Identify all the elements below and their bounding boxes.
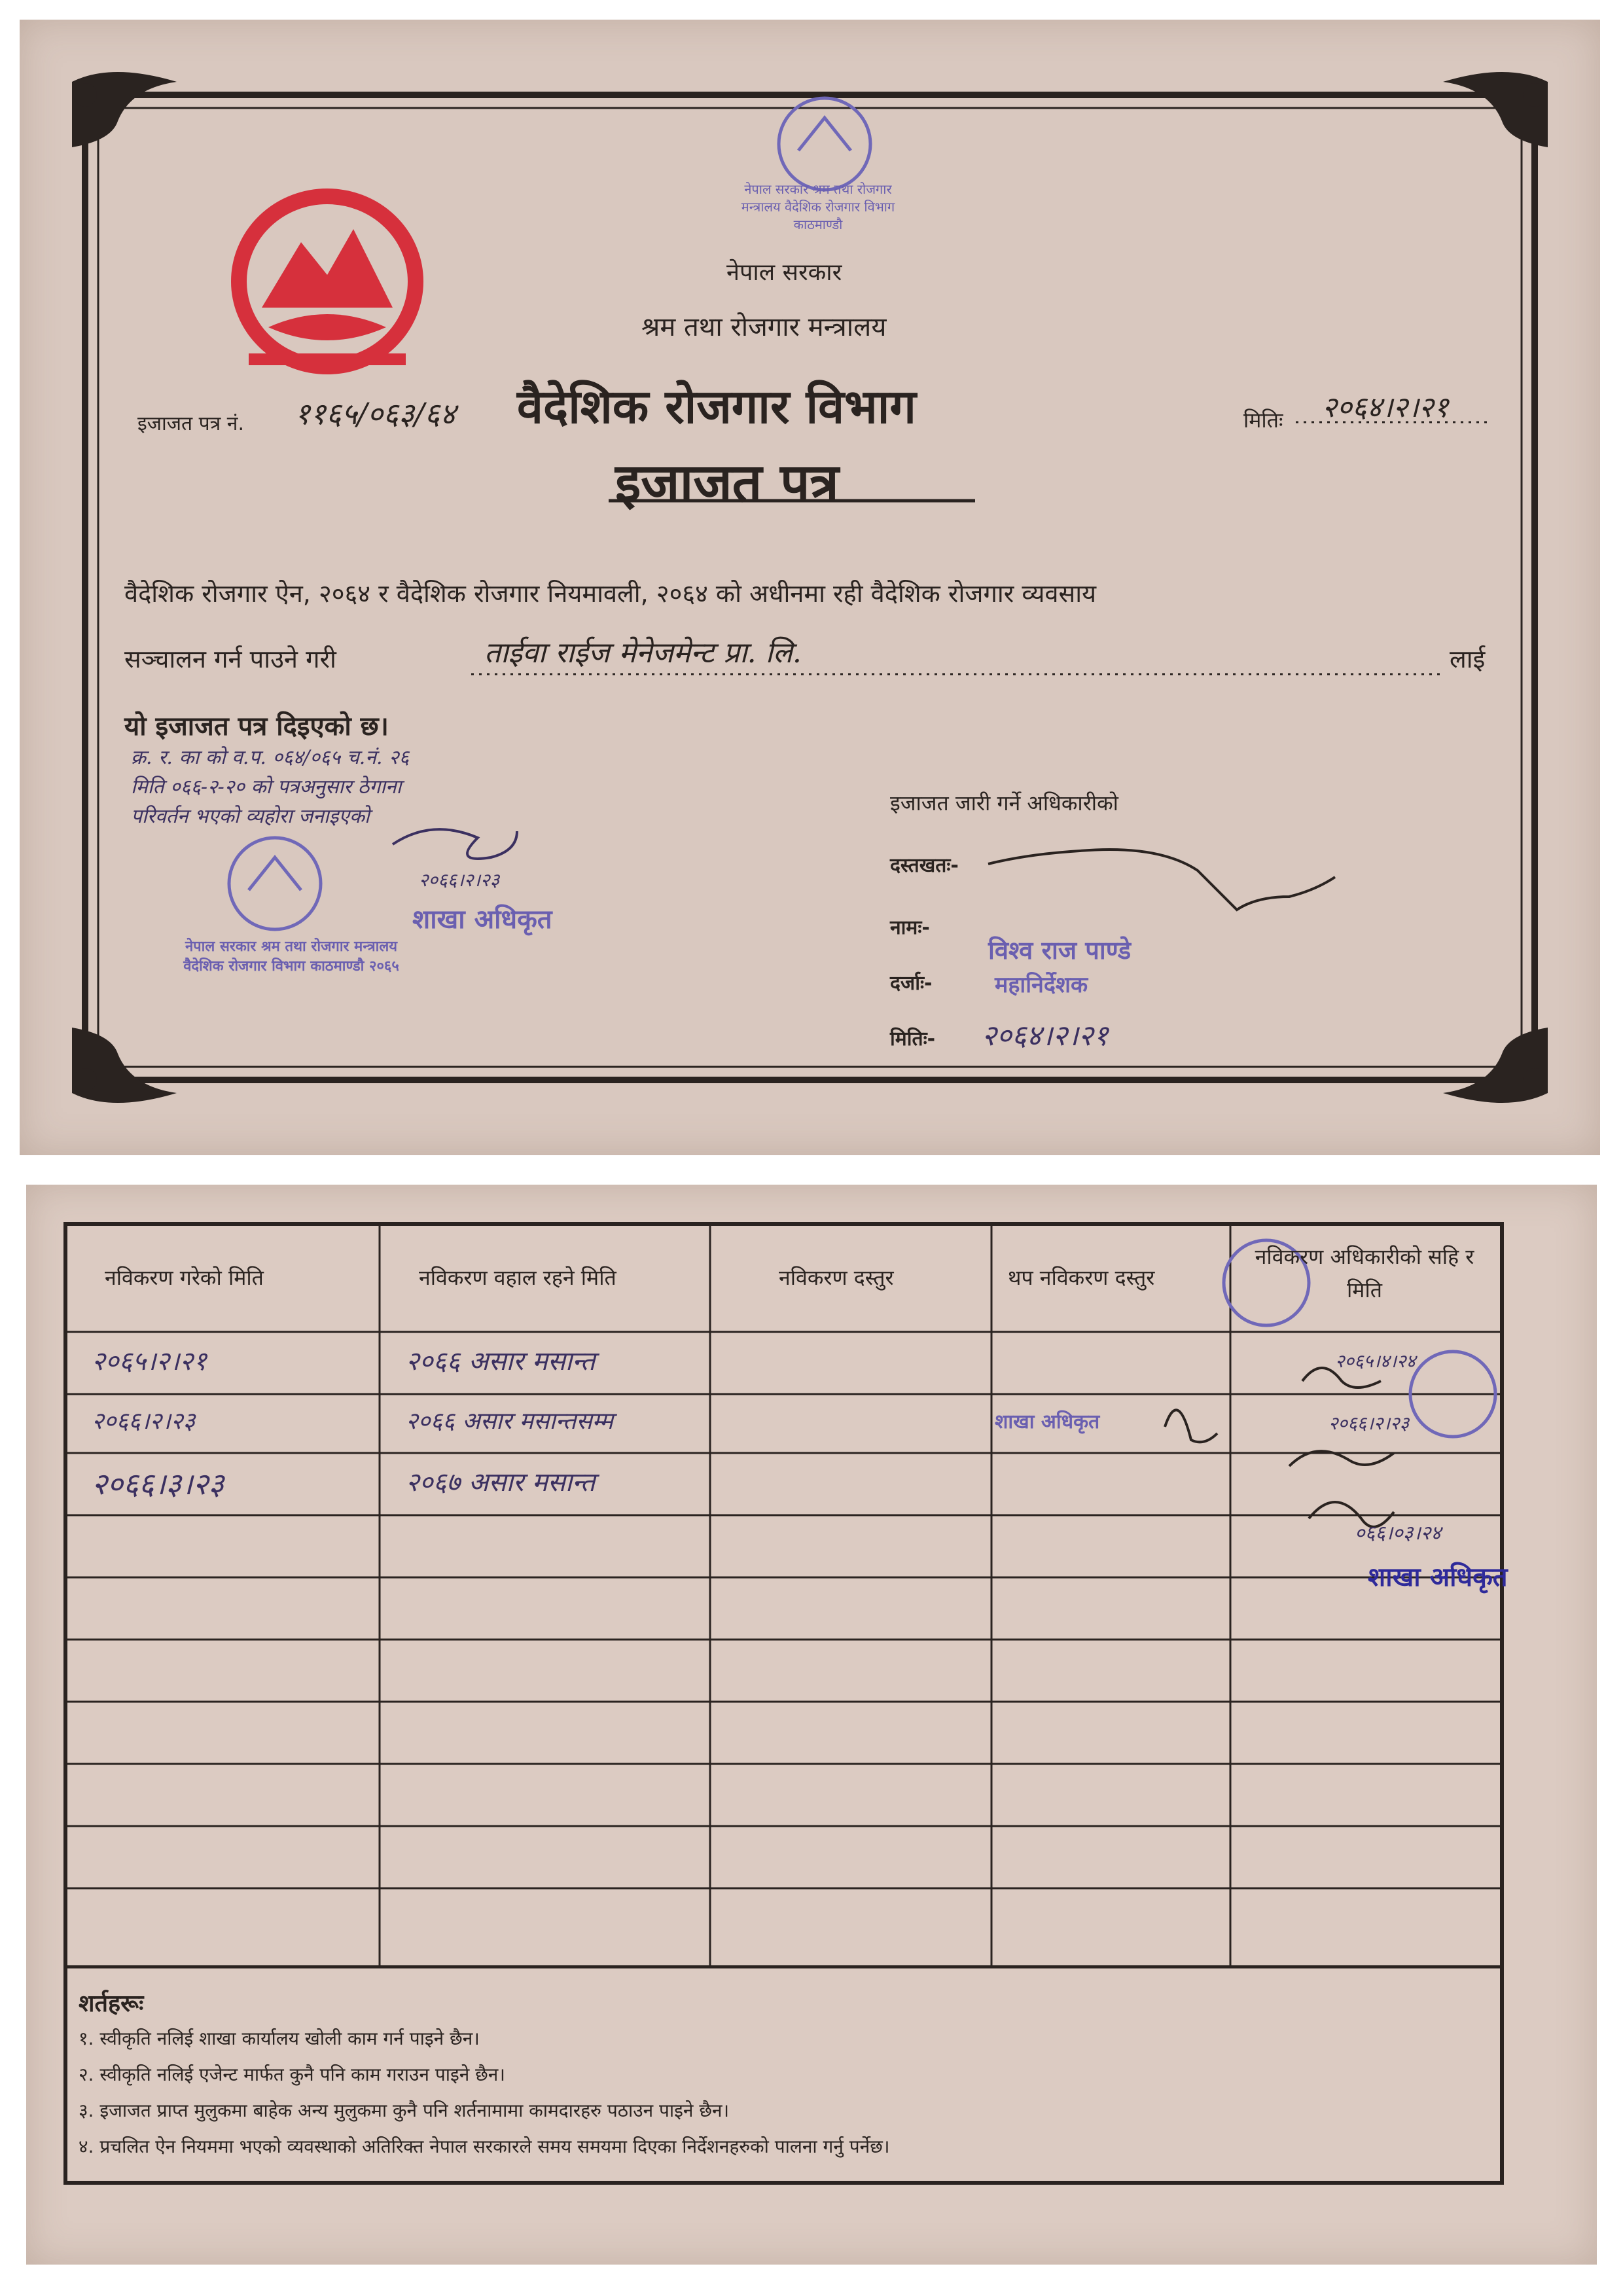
table-cell: २०६६।२।२३ (92, 1408, 196, 1435)
column-header-renewal-date: नविकरण गरेको मिति (105, 1265, 264, 1290)
condition-item: १. स्वीकृति नलिई शाखा कार्यालय खोली काम गर्न पाइने छैन। (79, 2028, 480, 2049)
table-cell: २०६७ असार मसान्त (406, 1467, 596, 1498)
government-name: नेपाल सरकार (726, 259, 842, 286)
signature-label: दस्तखतः- (890, 854, 959, 877)
permit-certificate-back (26, 1185, 1597, 2265)
document-title: इजाजत पत्र (615, 452, 839, 513)
date-label: मितिः (1243, 408, 1283, 433)
body-line-1: वैदेशिक रोजगार ऐन, २०६४ र वैदेशिक रोजगार नियमावली, २०६४ को अधीनमा रही वैदेशिक रोजगार व्यवसाय (124, 579, 1097, 608)
name-value: विश्व राज पाण्डे (988, 936, 1132, 965)
column-header-valid-until: नविकरण वहाल रहने मिति (419, 1265, 616, 1290)
department-stamp-icon (779, 98, 870, 190)
issuing-authority-label: इजाजत जारी गर्ने अधिकारीको (890, 791, 1118, 816)
table-cell: २०६६।३।२३ (92, 1466, 224, 1501)
officer-stamp: शाखा अधिकृत (1368, 1562, 1508, 1592)
table-cell: २०६६।२।२३ (1329, 1412, 1410, 1434)
rank-value: महानिर्देशक (995, 972, 1088, 998)
permit-number-label: इजाजत पत्र नं. (137, 412, 244, 435)
table-cell: २०६६ असार मसान्तसम्म (406, 1408, 614, 1435)
column-header-extra-fee: थप नविकरण दस्तुर (1008, 1265, 1155, 1290)
top-stamp-text: नेपाल सरकार श्रम तथा रोजगार मन्त्रालय वैदेशिक रोजगार विभाग काठमाण्डौ (741, 181, 895, 232)
officer-title-stamp: शाखा अधिकृत (412, 905, 552, 935)
condition-item: ४. प्रचलित ऐन नियममा भएको व्यवस्थाको अतिरिक्त नेपाल सरकारले समय समयमा दिएका निर्देशनहरुको पालना गर्नु पर्नेछ। (79, 2136, 890, 2157)
condition-item: ३. इजाजत प्राप्त मुलुकमा बाहेक अन्य मुलुकमा कुनै पनि शर्तनामामा कामदारहरु पठाउन पाइने छैन। (79, 2100, 730, 2121)
table-cell: शाखा अधिकृत (995, 1410, 1100, 1433)
date-value: २०६४।२।२१ (1322, 391, 1449, 424)
table-cell: २०६६ असार मसान्त (406, 1346, 596, 1376)
rank-label: दर्जाः- (890, 972, 933, 995)
ministry-name: श्रम तथा रोजगार मन्त्रालय (641, 312, 887, 342)
renewal-stamp-icon (229, 838, 321, 929)
issue-date-value: २०६४।२।२१ (982, 1019, 1109, 1052)
condition-item: २. स्वीकृति नलिई एजेन्ट मार्फत कुनै पनि काम गराउन पाइने छैन। (79, 2064, 505, 2085)
company-name: ताईवा राईज मेनेजमेन्ट प्रा. लि. (484, 636, 802, 670)
bottom-stamp-text: नेपाल सरकार श्रम तथा रोजगार मन्त्रालय वैदेशिक रोजगार विभाग काठमाण्डौ २०६५ (183, 939, 399, 975)
officer-signature-icon (393, 829, 517, 859)
officer-sign-date: २०६६।२।२३ (419, 869, 500, 891)
note-line-2: मिति ०६६-२-२० को पत्रअनुसार ठेगाना (131, 776, 402, 798)
table-cell: २०६५।४।२४ (1335, 1350, 1416, 1372)
column-header-officer-sign: नविकरण अधिकारीको सहि र मिति (1255, 1244, 1474, 1303)
conditions-title: शर्तहरूः (79, 1990, 144, 2017)
body-line-2-suffix: लाई (1450, 645, 1486, 673)
issue-date-label: मितिः- (890, 1028, 936, 1050)
body-line-3: यो इजाजत पत्र दिइएको छ। (124, 711, 389, 742)
table-cell: २०६५।२।२१ (92, 1346, 207, 1376)
body-line-2-prefix: सञ्चालन गर्न पाउने गरी (124, 645, 336, 673)
permit-certificate-front (20, 20, 1600, 1155)
column-header-renewal-fee: नविकरण दस्तुर (779, 1265, 894, 1290)
note-line-1: क्र. र. का को व.प. ०६४/०६५ च.नं. २६ (131, 746, 410, 769)
renewal-signature-2-icon (1165, 1410, 1217, 1442)
note-line-3: परिवर्तन भएको व्यहोरा जनाइएको (131, 805, 370, 828)
director-signature-icon (988, 850, 1335, 910)
table-cell: ०६६।०३।२४ (1355, 1522, 1441, 1545)
permit-number-value: ११६५/०६३/६४ (294, 396, 456, 431)
department-name: वैदेशिक रोजगार विभाग (517, 379, 916, 434)
name-label: नामः- (890, 916, 930, 939)
nepal-emblem-icon (239, 196, 416, 367)
